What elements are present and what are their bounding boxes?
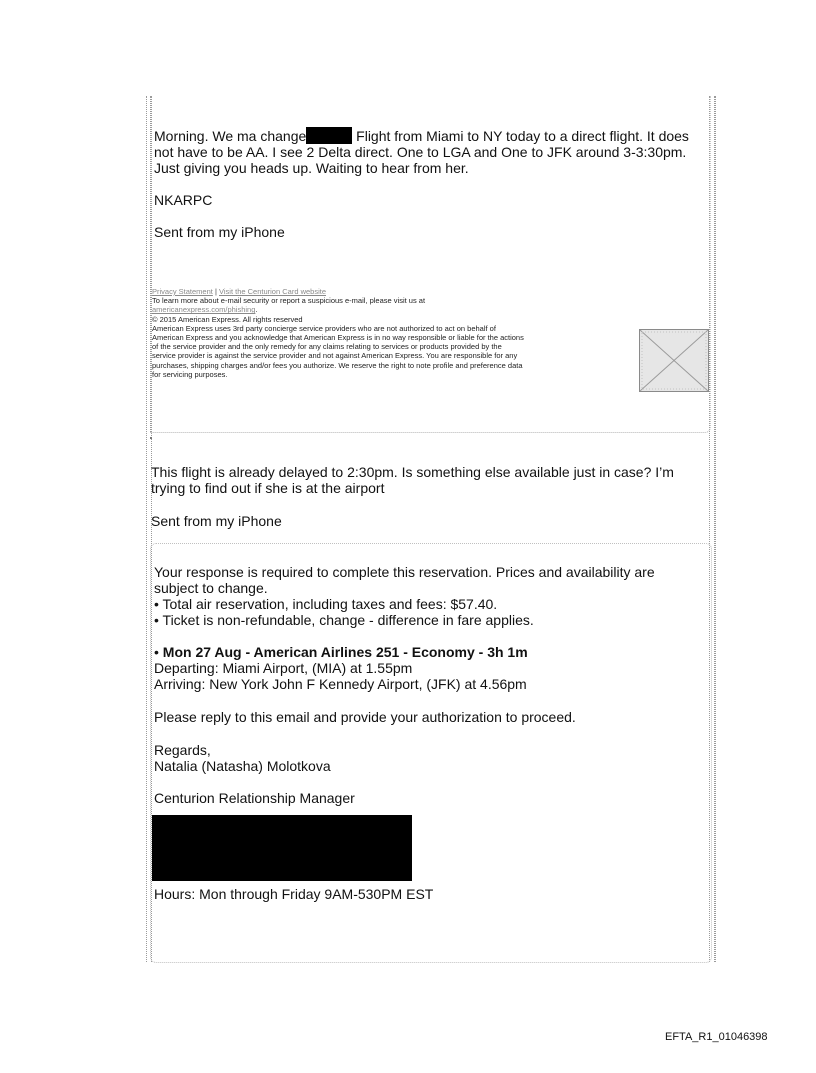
- message-2-line-2: trying to find out if she is at the airport: [151, 480, 385, 496]
- centurion-website-link[interactable]: Visit the Centurion Card website: [219, 287, 326, 296]
- phishing-link[interactable]: americanexpress.com/phishing: [152, 305, 256, 315]
- image-placeholder-icon: [639, 329, 709, 392]
- amex-footer: [152, 287, 638, 379]
- sender-title: Centurion Relationship Manager: [154, 790, 355, 806]
- footer-disclaimer-line: for servicing purposes.: [152, 369, 228, 379]
- document-id: EFTA_R1_01046398: [665, 1031, 768, 1043]
- footer-disclaimer-line: purchases, shipping charges and/or fees you authorize. We reserve the right to note profile and preference data: [152, 360, 523, 370]
- reservation-ticket-bullet: • Ticket is non-refundable, change - difference in fare applies.: [154, 612, 534, 628]
- flight-departing: Departing: Miami Airport, (MIA) at 1.55pm: [154, 660, 413, 676]
- redaction-block: [152, 815, 412, 881]
- footer-disclaimer-line: of the service provider and the only remedy for any claims relating to services or products provided by the: [152, 342, 502, 352]
- message-1-body: [154, 127, 704, 176]
- flight-bullet: •: [154, 644, 163, 660]
- message-1-line-3: Just giving you heads up. Waiting to hear from her.: [154, 160, 469, 176]
- privacy-statement-link[interactable]: Privacy Statement: [152, 287, 213, 296]
- footer-separator: |: [214, 287, 217, 296]
- reservation-intro-line-2: subject to change.: [154, 580, 268, 596]
- flight-arriving: Arriving: New York John F Kennedy Airport, (JFK) at 4.56pm: [154, 676, 527, 692]
- footer-phishing-line: [152, 305, 638, 314]
- reply-request: Please reply to this email and provide your authorization to proceed.: [154, 709, 576, 725]
- footer-copyright: © 2015 American Express. All rights reserved: [152, 314, 303, 324]
- quote-rule-right-outer: [715, 96, 718, 962]
- message-1-sent-from: Sent from my iPhone: [154, 224, 285, 240]
- message-2-sent-from: Sent from my iPhone: [151, 513, 282, 529]
- reservation-intro-line-1: Your response is required to complete this reservation. Prices and availability are: [154, 564, 655, 580]
- flight-title-line: [154, 644, 704, 660]
- sender-name: Natalia (Natasha) Molotkova: [154, 758, 331, 774]
- message-1-line-2: not have to be AA. I see 2 Delta direct. One to LGA and One to JFK around 3-3:30pm.: [154, 144, 687, 160]
- message-2-line-1: This flight is already delayed to 2:30pm. Is something else available just in case? I’m: [151, 464, 674, 480]
- reservation-total-bullet: • Total air reservation, including taxes and fees: $57.40.: [154, 596, 498, 612]
- footer-links: [152, 287, 638, 296]
- message-2-body: [151, 464, 711, 496]
- redaction-inline: [306, 127, 352, 144]
- footer-security-line: To learn more about e-mail security or report a suspicious e-mail, please visit us at: [152, 296, 426, 306]
- message-1-line-1-end: Flight from Miami to NY today to a direct flight. It does: [352, 128, 689, 144]
- phishing-period: .: [255, 305, 258, 315]
- office-hours: Hours: Mon through Friday 9AM-530PM EST: [154, 886, 434, 902]
- footer-disclaimer-line: American Express and you acknowledge that American Express is in no way responsible or liable for the actions: [152, 333, 524, 343]
- footer-disclaimer-line: service provider is against the service provider and not against American Express. You are responsible for any: [152, 351, 518, 361]
- reservation-intro: [154, 564, 704, 628]
- stray-mark: [150, 437, 152, 439]
- message-1-signoff: NKARPC: [154, 192, 213, 208]
- closing: [154, 742, 704, 774]
- message-1-line-1-start: Morning. We ma change: [154, 128, 307, 144]
- flight-details: [154, 644, 704, 692]
- footer-disclaimer-line: American Express uses 3rd party concierge service providers who are not authorized to act on behalf of: [152, 323, 496, 333]
- closing-regards: Regards,: [154, 742, 211, 758]
- message-1-line-1: [154, 127, 704, 144]
- flight-title: Mon 27 Aug - American Airlines 251 - Economy - 3h 1m: [162, 644, 528, 660]
